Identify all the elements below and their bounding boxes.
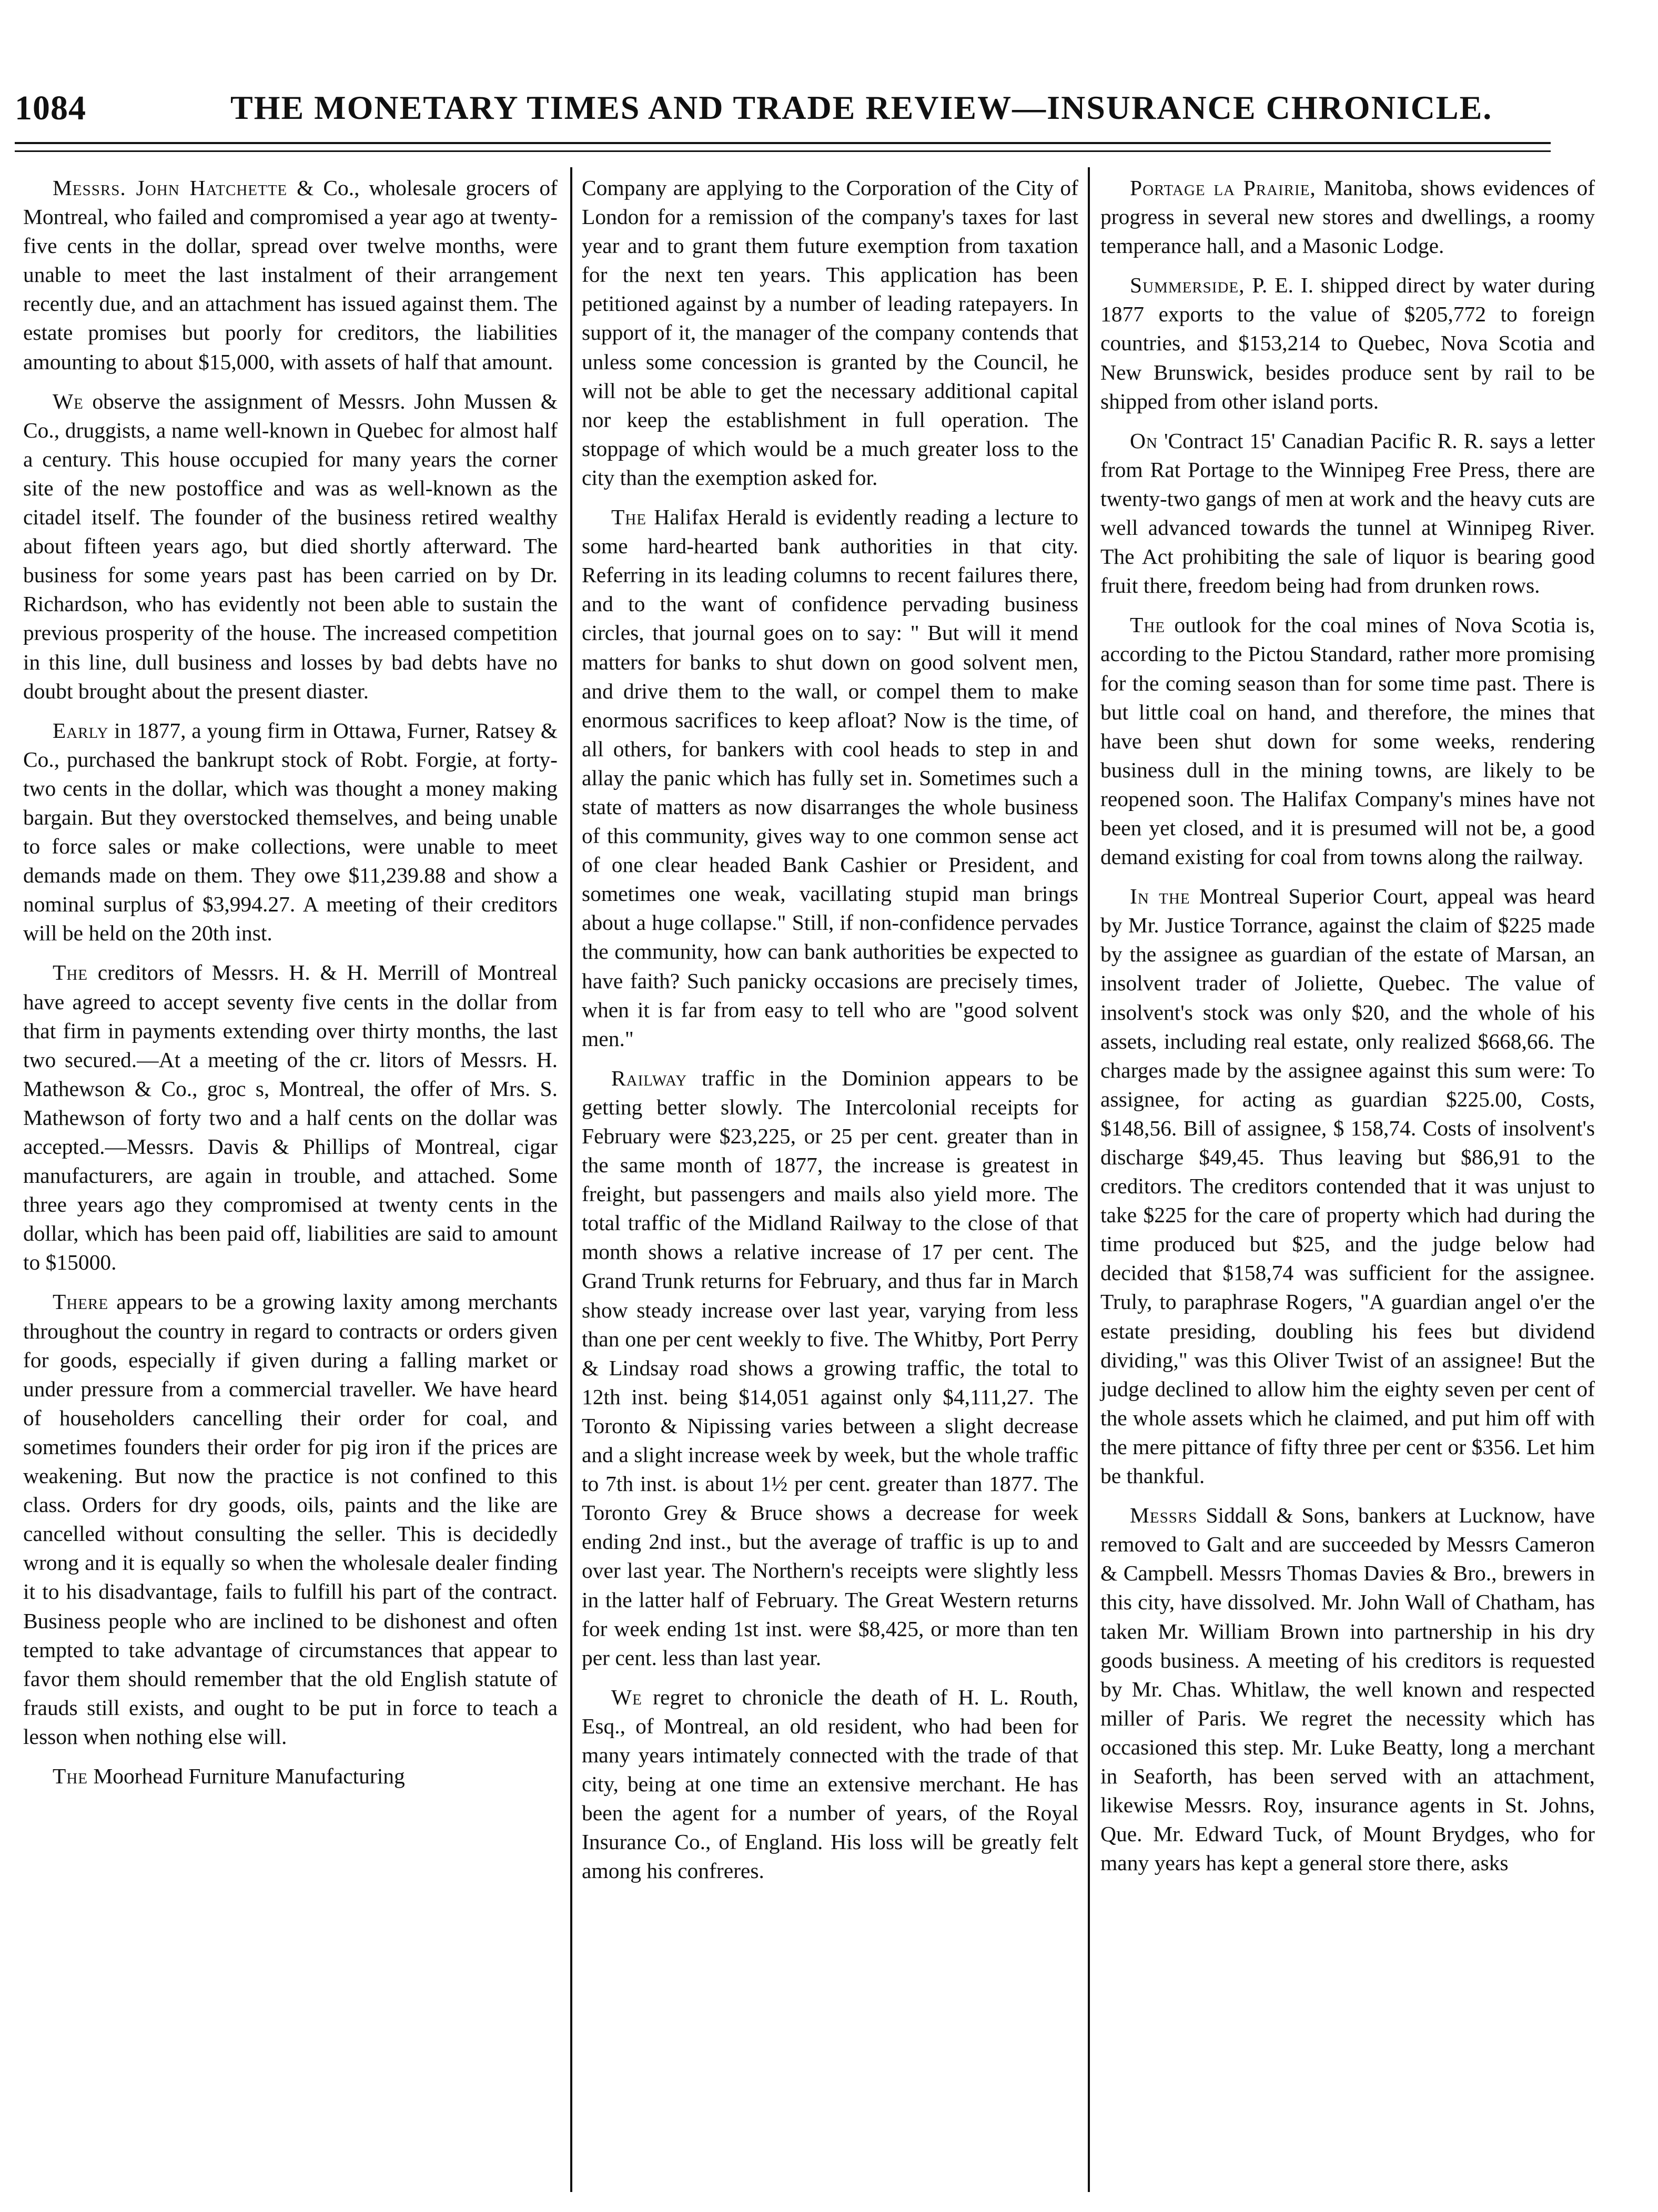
article-paragraph (582, 174, 1078, 492)
article-paragraph (1100, 1501, 1595, 1878)
paragraph-text: Halifax Herald is evidently reading a lecture to some hard-hearted bank authorities in that city. Referring in its leading columns to recent failures there, and to the want of confidence pervading business circles, that journal goes on to say: " But will it mend matters for banks to shut down on good solvent men, and drive them to the wall, or compel them to make enormous sacrifices to keep afloat? Now is the time, of all others, for bankers with cool heads to step in and allay the panic which has fully set in. Sometimes such a state of matters as now disarranges the whole business of this community, gives way to one common sense act of one clear headed Bank Cashier or President, and sometimes one weak, vacillating stupid man brings about a huge collapse." Still, if non-confidence pervades the community, how can bank authorities be expected to have faith? Such panicky occasions are precisely times, when it is far from easy to tell who are "good solvent men." (582, 505, 1078, 1051)
paragraph-text: in 1877, a young firm in Ottawa, Furner, Ratsey & Co., purchased the bankrupt stock of Robt. Forgie, at forty-two cents in the dollar, which was thought a money making bargain. But they overstocked themselves, and being unable to force sales or make collections, were unable to meet demands made on them. They owe $11,239.88 and show a nominal surplus of $3,994.27. A meeting of their creditors will be held on the 20th inst. (23, 718, 558, 946)
paragraph-lead: Messrs (1130, 1503, 1198, 1528)
article-paragraph (23, 387, 558, 706)
paragraph-lead: The (611, 505, 647, 530)
paragraph-text: & Co., wholesale grocers of Montreal, who failed and compromised a year ago at twenty-five cents in the dollar, spread over twelve months, were unable to meet the last instalment of their arrangement recently due, and an attachment has issued against them. The estate promises but poorly for creditors, the liabilities amounting to about $15,000, with assets of half that amount. (23, 176, 558, 374)
paragraph-text: Manitoba, shows evidences of progress in several new stores and dwellings, a roomy temperance hall, and a Masonic Lodge. (1100, 176, 1595, 258)
paragraph-lead: Portage la Prairie, (1130, 176, 1316, 200)
paragraph-lead: We (53, 389, 84, 413)
article-paragraph (23, 958, 558, 1277)
paragraph-text: 'Contract 15' Canadian Pacific R. R. says a letter from Rat Portage to the Winnipeg Free Press, there are twenty-two gangs of men at work and the heavy cuts are well advanced towards the tunnel at Winnipeg River. The Act prohibiting the sale of liquor is bearing good fruit there, freedom being had from drunken rows. (1100, 428, 1595, 598)
paragraph-text: observe the assignment of Messrs. John Mussen & Co., druggists, a name well-known in Quebec for almost half a century. This house occupied for many years the corner site of the new postoffice and was as well-known as the citadel itself. The founder of the business retired wealthy about fifteen years ago, but died shortly afterward. The business for some years past has been carried on by Dr. Richardson, who has evidently not been able to sustain the previous prosperity of the house. The increased competition in this line, dull business and losses by bad debts have no doubt brought about the present diaster. (23, 389, 558, 703)
paragraph-text: outlook for the coal mines of Nova Scotia is, according to the Pictou Standard, rather more promising for the coming season than for some time past. There is but little coal on hand, and therefore, the mines that have been shut down for some weeks, rendering business dull in the mining towns, are likely to be reopened soon. The Halifax Company's mines have not been yet closed, and it is presumed will not be, a good demand existing for coal from towns along the railway. (1100, 613, 1595, 869)
paragraph-lead: Early (53, 718, 109, 743)
article-paragraph (582, 1683, 1078, 1886)
paragraph-text: P. E. I. shipped direct by water during 1877 exports to the value of $205,772 to foreign countries, and $153,214 to Quebec, Nova Scotia and New Brunswick, besides produce sent by rail to be shipped from other island ports. (1100, 273, 1595, 413)
paragraph-text: traffic in the Dominion appears to be getting better slowly. The Intercolonial receipts for February were $23,225, or 25 per cent. greater than in the same month of 1877, the increase is greatest in freight, but passengers and mails also yield more. The total traffic of the Midland Railway to the close of that month shows a relative increase of 17 per cent. The Grand Trunk returns for February, and thus far in March show steady increase over last year, varying from less than one per cent weekly to five. The Whitby, Port Perry & Lindsay road shows a growing traffic, the total to 12th inst. being $14,051 against only $4,111,27. The Toronto & Nipissing varies between a slight decrease and a slight increase week by week, but the whole traffic to 7th inst. is about 1½ per cent. greater than 1877. The Toronto Grey & Bruce shows a decrease for week ending 2nd inst., but the average of traffic is up to and over last year. The Northern's receipts were slightly less in the latter half of February. The Great Western returns for week ending 1st inst. were $8,425, or more than ten per cent. less than last year. (582, 1066, 1078, 1670)
page-number: 1084 (15, 89, 86, 127)
article-column-left (23, 174, 558, 1801)
article-paragraph (1100, 174, 1595, 260)
article-paragraph (23, 1762, 558, 1791)
column-divider-left (570, 167, 572, 2192)
paragraph-lead: The (53, 1763, 88, 1788)
paragraph-text: Siddall & Sons, bankers at Lucknow, have removed to Galt and are succeeded by Messrs Cameron & Campbell. Messrs Thomas Davies & Bro., brewers in this city, have dissolved. Mr. John Wall of Chatham, has taken Mr. William Brown into partnership in his dry goods business. A meeting of his creditors is requested by Mr. Chas. Whitlaw, the well known and respected miller of Paris. We regret the necessity which has occasioned this step. Mr. Luke Beatty, long a merchant in Seaforth, has been served with an attachment, likewise Messrs. Roy, insurance agents in St. Johns, Que. Mr. Edward Tuck, of Mount Brydges, who for many years has kept a general store there, asks (1100, 1503, 1595, 1875)
paragraph-text: Moorhead Furniture Manufacturing (88, 1763, 405, 1788)
article-column-right (1100, 174, 1595, 1888)
paragraph-lead: Railway (611, 1066, 688, 1090)
paragraph-lead: We (611, 1685, 642, 1709)
header-rule (15, 142, 1551, 144)
paragraph-text: appears to be a growing laxity among merchants throughout the country in regard to contracts or orders given for goods, especially if given during a falling market or under pressure from a commercial traveller. We have heard of householders cancelling their order for coal, and sometimes founders their order for pig iron if the prices are weakening. But now the practice is not confined to this class. Orders for dry goods, oils, paints and the like are cancelled without consulting the seller. This is decidedly wrong and it is equally so when the wholesale dealer finding it to his disadvantage, fails to fulfill his part of the contract. Business people who are inclined to be dishonest and often tempted to take advantage of circumstances that appear to favor them should remember that the old English statute of frauds still exists, and ought to be put in force to teach a lesson when nothing else will. (23, 1290, 558, 1749)
paragraph-text: Montreal Superior Court, appeal was heard by Mr. Justice Torrance, against the claim of $225 made by the assignee as guardian of the estate of Marsan, an insolvent trader of Joliette, Quebec. The value of insolvent's stock was only $20, and the whole of his assets, including real estate, only realized $668,66. The charges made by the assignee against this sum were: To assignee, for acting as guardian $225.00, Costs, $148,56. Bill of assignee, $ 158,74. Costs of insolvent's discharge $49,45. Thus leaving but $86,91 to the creditors. The creditors contended that it was unjust to take $225 for the care of property which had during the time produced but $25, and the judge below had decided that $158,74 was sufficient for the assignee. Truly, to paraphrase Rogers, "A guardian angel o'er the estate presiding, doubling his fees but dividend dividing," was this Oliver Twist of an assignee! But the judge declined to allow him the eighty seven per cent of the whole assets which he claimed, and put him off with the mere pittance of fifty three per cent or $356. Let him be thankful. (1100, 884, 1595, 1488)
article-paragraph (1100, 882, 1595, 1490)
article-paragraph (23, 1287, 558, 1751)
paragraph-text: regret to chronicle the death of H. L. Routh, Esq., of Montreal, an old resident, who had been for many years intimately connected with the trade of that city, being at one time an extensive merchant. He has been the agent for a number of years, of the Royal Insurance Co., of England. His loss will be greatly felt among his confreres. (582, 1685, 1078, 1883)
paragraph-text: creditors of Messrs. H. & H. Merrill of Montreal have agreed to accept seventy five cents in the dollar from that firm in payments extending over thirty months, the last two secured.—At a meeting of the cr. litors of Messrs. H. Mathewson & Co., groc s, Montreal, the offer of Mrs. S. Mathewson of forty two and a half cents on the dollar was accepted.—Messrs. Davis & Phillips of Montreal, cigar manufacturers, are again in trouble, and attached. Some three years ago they compromised at twenty cents in the dollar, which has been paid off, liabilities are said to amount to $15000. (23, 960, 558, 1275)
column-divider-right (1088, 167, 1090, 2192)
paragraph-lead: In the (1130, 884, 1190, 909)
article-paragraph (1100, 611, 1595, 871)
paragraph-lead: There (53, 1290, 109, 1314)
article-paragraph (582, 1064, 1078, 1672)
article-column-middle (582, 174, 1078, 1896)
paragraph-lead: On (1130, 428, 1158, 453)
article-paragraph (582, 503, 1078, 1053)
article-paragraph (1100, 271, 1595, 415)
article-paragraph (23, 174, 558, 377)
article-paragraph (1100, 427, 1595, 601)
page-title: THE MONETARY TIMES AND TRADE REVIEW—INSURANCE CHRONICLE. (230, 89, 1493, 126)
paragraph-lead: Messrs. John Hatchette (53, 176, 288, 200)
paragraph-text: Company are applying to the Corporation of the City of London for a remission of the company's taxes for last year and to grant them future exemption from taxation for the next ten years. This application has been petitioned against by a number of leading ratepayers. In support of it, the manager of the company contends that unless some concession is granted by the Council, he will not be able to get the necessary additional capital nor keep the establishment in full operation. The stoppage of which would be a much greater loss to the city than the exemption asked for. (582, 176, 1078, 490)
header-rule-secondary (15, 150, 1551, 152)
article-paragraph (23, 716, 558, 948)
paragraph-lead: The (53, 960, 88, 985)
paragraph-lead: The (1130, 613, 1166, 637)
paragraph-lead: Summerside, (1130, 273, 1245, 298)
